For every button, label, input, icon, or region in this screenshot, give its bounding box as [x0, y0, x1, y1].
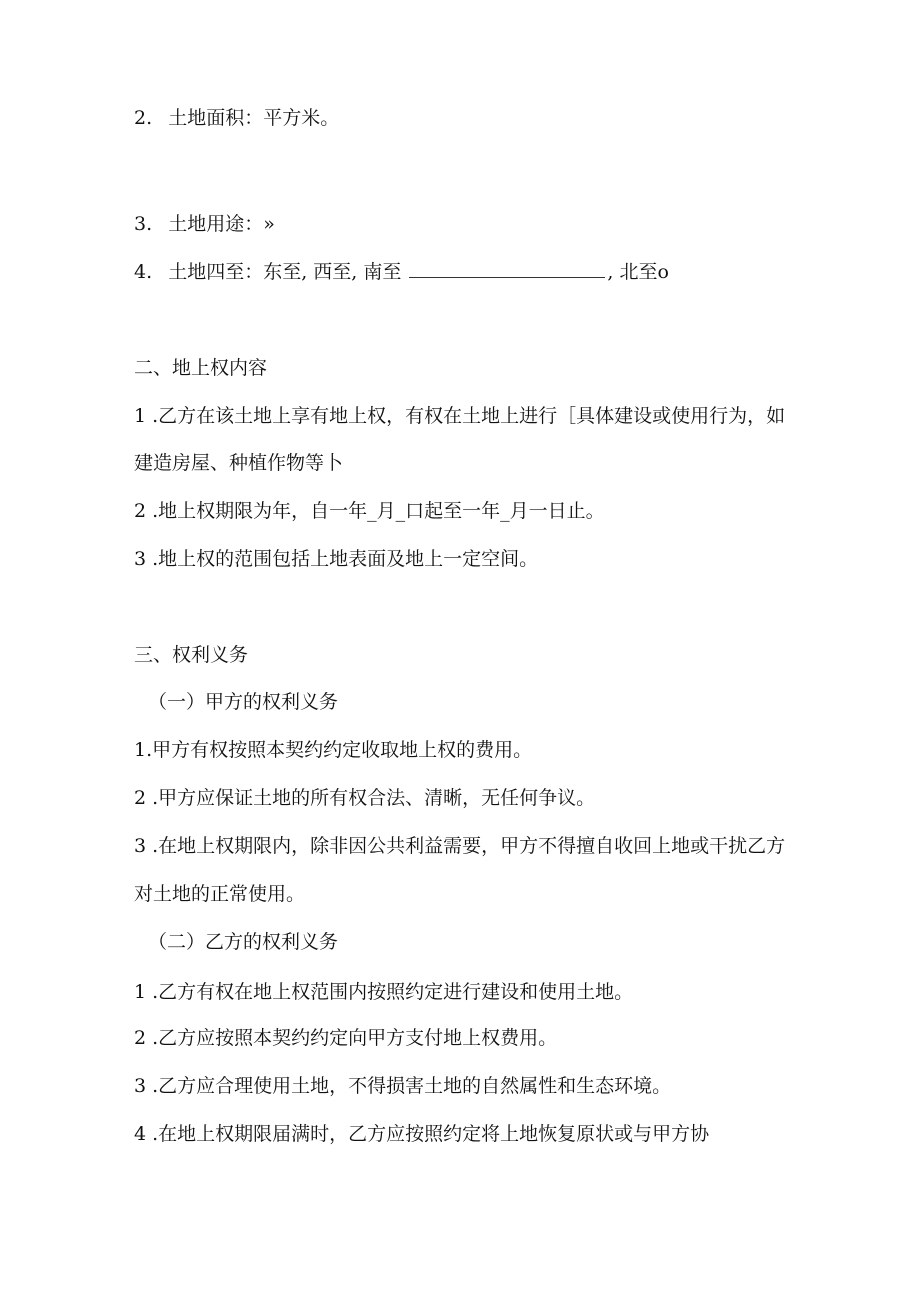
land-boundaries-item	[134, 260, 669, 284]
section-heading: 二、地上权内容	[134, 357, 268, 379]
paragraph-line: 对土地的正常使用。	[134, 883, 306, 905]
paragraph-line: 3 .在地上权期限内，除非因公共利益需要，甲方不得擅自收回上地或干扰乙方	[134, 835, 786, 857]
paragraph-line: 4 .在地上权期限届满时，乙方应按照约定将上地恢复原状或与甲方协	[134, 1123, 710, 1145]
land-area-item	[134, 106, 339, 130]
item-text-tail: , 北至o	[607, 261, 669, 283]
fill-in-blank	[409, 261, 605, 278]
subsection-heading: （二）乙方的权利义务	[148, 931, 339, 953]
paragraph-line: 3 .乙方应合理使用土地，不得损害土地的自然属性和生态环境。	[134, 1075, 672, 1097]
paragraph-line: 2 .乙方应按照本契约约定向甲方支付地上权费用。	[134, 1027, 558, 1049]
item-number: 3.	[134, 213, 153, 235]
paragraph-line: 1 .乙方有权在地上权范围内按照约定进行建设和使用土地。	[134, 981, 634, 1003]
paragraph-line: 2 .甲方应保证土地的所有权合法、清晰，无任何争议。	[134, 787, 596, 809]
item-number: 4.	[134, 261, 153, 283]
paragraph-line: 1 .乙方在该土地上享有地上权，有权在土地上进行［具体建设或使用行为，如	[134, 405, 786, 427]
paragraph-line: 2 .地上权期限为年，自一年_月_口起至一年_月一日止。	[134, 500, 605, 522]
paragraph-line: 建造房屋、种植作物等卜	[134, 452, 344, 474]
item-number: 2.	[134, 107, 153, 129]
subsection-heading: （一）甲方的权利义务	[148, 691, 339, 713]
paragraph-line: 1.甲方有权按照本契约约定收取地上权的费用。	[134, 739, 533, 761]
item-text: 土地面积：平方米。	[168, 107, 340, 129]
section-heading: 三、权利义务	[134, 644, 249, 666]
land-use-item	[134, 212, 275, 236]
paragraph-line: 3 .地上权的范围包括上地表面及地上一定空间。	[134, 548, 539, 570]
item-text: 土地用途：»	[168, 213, 275, 235]
item-text: 土地四至：东至, 西至, 南至	[168, 261, 402, 283]
